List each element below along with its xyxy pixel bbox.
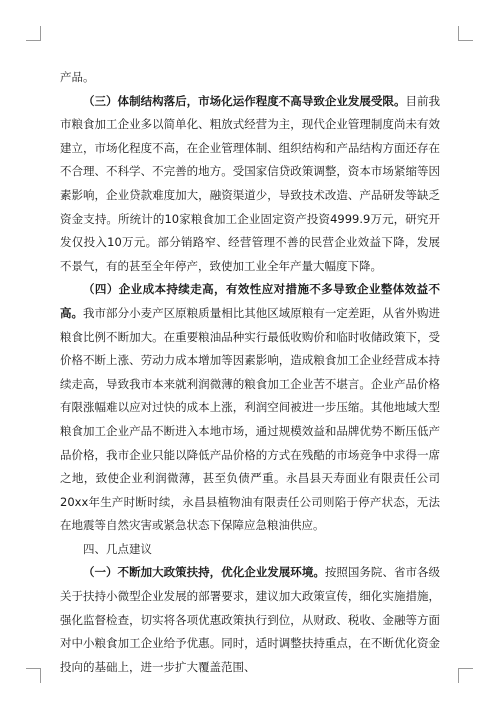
paragraph-text: 产品。 (60, 70, 95, 84)
paragraph-policy-support (60, 561, 440, 679)
document-body (60, 66, 440, 679)
crop-mark-top-left (26, 26, 41, 41)
section-heading: 四、几点建议 (83, 541, 152, 556)
paragraph-text: 目前我市粮食加工企业多以简单化、粗放式经营为主，现代企业管理制度尚未有效建立，市场化程度不高，在企业管理体制、组织结构和产品结构方面还存在不合理、不科学、不完善的地方。受国家信贷政策调整，资本市场紧缩等因素影响，企业贷款难度加大，融资渠道少，导致技术改造、产品研发等缺乏资金支持。所统计的10家粮食加工企业固定资产投资4999.9万元，研究开发仅投入10万元。部分销路窄、经营管理不善的民营企业效益下降，发展不景气，有的甚至全年停产，致使加工业全年产量大幅度下降。 (60, 93, 441, 273)
paragraph-continuation (60, 66, 440, 90)
paragraph-text: 按照国务院、省市各级关于扶持小微型企业发展的部署要求，建议加大政策宣传，细化实施措施，强化监督检查，切实将各项优惠政策执行到位，从财政、税收、金融等方面对中小粮食加工企业给予优惠。同时，适时调整扶持重点，在不断优化资金投向的基础上，进一步扩大覆盖范围、 (60, 565, 441, 674)
paragraph-text: 我市部分小麦产区原粮质量相比其他区域原粮有一定差距，从省外购进粮食比例不断加大。在重要粮油品种实行最低收购价和临时收储政策下，受价格不断上涨、劳动力成本增加等因素影响，造成粮食加工企业经营成本持续走高，导致我市本来就利润微薄的粮食加工企业苦不堪言。企业产品价格有限涨幅难以应对过快的成本上涨，利润空间被进一步压缩。其他地域大型粮食加工企业产品不断进入本地市场，通过规模效益和品牌优势不断压低产品价格，我市企业只能以降低产品价格的方式在残酷的市场竞争中求得一席之地，致使企业利润微薄，甚至负债严重。永昌县天寿面业有限责任公司20xx年生产时断时续，永昌县植物油有限责任公司则陷于停产状态，无法在地震等自然灾害或紧急状态下保障应急粮油供应。 (60, 305, 440, 533)
crop-mark-top-right (458, 26, 473, 41)
crop-mark-bottom-right (458, 668, 473, 683)
section-heading-suggestions (60, 538, 440, 562)
paragraph-structure-issue (60, 90, 440, 279)
paragraph-heading: （一）不断加大政策扶持，优化企业发展环境。 (83, 565, 325, 580)
paragraph-heading: （四）企业成本持续走高，有效性应对措施不多导致企业整体效益不高。 (60, 282, 440, 320)
paragraph-heading: （三）体制结构落后，市场化运作程度不高导致企业发展受限。 (83, 93, 406, 108)
paragraph-cost-issue (60, 278, 440, 538)
crop-mark-bottom-left (26, 668, 41, 683)
